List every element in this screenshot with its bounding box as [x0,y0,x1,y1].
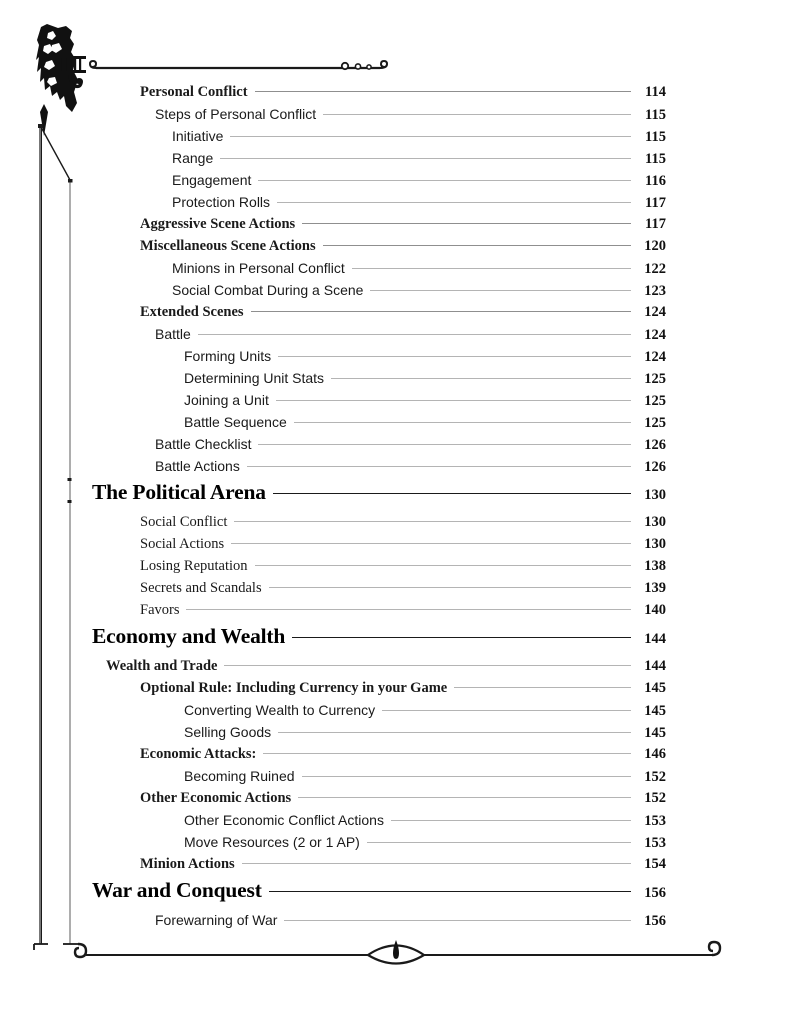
toc-entry[interactable] [0,702,791,724]
toc-leader-line [224,665,631,666]
toc-leader-line [294,422,631,423]
toc-leader-line [278,732,631,733]
toc-entry-title: War and Conquest [92,878,262,902]
toc-entry-page-number: 140 [644,602,666,618]
toc-entry-page-number: 124 [644,327,666,343]
toc-entry[interactable] [0,878,791,912]
toc-entry-page-number: 122 [644,261,666,277]
toc-entry-title: Range [172,150,214,166]
toc-entry[interactable] [0,172,791,194]
toc-leader-line [258,180,631,181]
bottom-left-corner-ornament [34,944,86,957]
toc-entry[interactable] [0,514,791,536]
toc-leader-line [367,842,631,843]
toc-leader-line [258,444,631,445]
toc-leader-line [255,565,631,566]
toc-entry-page-number: 115 [645,107,666,123]
toc-leader-line [263,753,631,754]
toc-entry[interactable] [0,304,791,326]
toc-entry[interactable] [0,558,791,580]
toc-entry-title: Battle [155,326,191,342]
toc-entry-page-number: 115 [645,129,666,145]
toc-entry[interactable] [0,326,791,348]
toc-entry-title: Social Actions [140,536,225,552]
toc-entry-title: Battle Checklist [155,436,252,452]
toc-entry[interactable] [0,458,791,480]
toc-leader-line [391,820,631,821]
toc-entry[interactable] [0,602,791,624]
toc-leader-line [277,202,631,203]
toc-entry-page-number: 126 [644,437,666,453]
toc-leader-line [323,245,631,246]
toc-leader-line [323,114,631,115]
toc-entry[interactable] [0,348,791,370]
table-of-contents [0,84,791,934]
toc-entry-page-number: 117 [645,195,666,211]
toc-leader-line [247,466,631,467]
toc-entry[interactable] [0,370,791,392]
toc-leader-line [242,863,631,864]
toc-entry-page-number: 156 [644,885,666,901]
toc-leader-line [352,268,631,269]
toc-entry[interactable] [0,856,791,878]
toc-entry-page-number: 138 [644,558,666,574]
toc-entry-page-number: 144 [644,658,666,674]
toc-entry[interactable] [0,536,791,558]
toc-entry-title: Joining a Unit [184,392,269,408]
toc-leader-line [454,687,631,688]
toc-entry-page-number: 153 [644,835,666,851]
toc-leader-line [370,290,631,291]
toc-leader-line [382,710,631,711]
toc-entry[interactable] [0,834,791,856]
toc-entry-title: Protection Rolls [172,194,271,210]
toc-entry-page-number: 125 [644,371,666,387]
toc-leader-line [276,400,631,401]
toc-entry[interactable] [0,414,791,436]
toc-entry[interactable] [0,480,791,514]
toc-entry[interactable] [0,84,791,106]
toc-entry-title: Minion Actions [140,856,235,872]
toc-entry-title: Battle Actions [155,458,240,474]
toc-entry[interactable] [0,150,791,172]
toc-entry-page-number: 146 [644,746,666,762]
toc-leader-line [278,356,631,357]
toc-entry[interactable] [0,106,791,128]
toc-leader-line [198,334,631,335]
toc-leader-line [284,920,631,921]
toc-entry-page-number: 117 [645,216,666,232]
toc-entry[interactable] [0,746,791,768]
toc-leader-line [302,223,631,224]
toc-entry-page-number: 153 [644,813,666,829]
toc-entry-page-number: 116 [645,173,666,189]
toc-entry-title: Other Economic Actions [140,790,292,806]
toc-entry-title: Wealth and Trade [106,658,218,674]
toc-entry[interactable] [0,238,791,260]
toc-entry-page-number: 124 [644,349,666,365]
toc-entry-title: Miscellaneous Scene Actions [140,238,316,254]
toc-entry-page-number: 130 [644,487,666,503]
toc-entry[interactable] [0,128,791,150]
toc-leader-line [292,637,631,638]
toc-entry-title: Converting Wealth to Currency [184,702,376,718]
toc-entry-title: Social Combat During a Scene [172,282,364,298]
toc-entry[interactable] [0,216,791,238]
bottom-rule-ornament [86,940,720,964]
toc-entry[interactable] [0,624,791,658]
toc-entry-page-number: 156 [644,913,666,929]
toc-entry-title: Forming Units [184,348,272,364]
toc-entry-page-number: 120 [644,238,666,254]
toc-leader-line [186,609,631,610]
toc-entry[interactable] [0,680,791,702]
toc-entry-page-number: 125 [644,393,666,409]
toc-entry-title: Forewarning of War [155,912,278,928]
toc-entry[interactable] [0,724,791,746]
toc-entry-page-number: 144 [644,631,666,647]
toc-entry-title: Aggressive Scene Actions [140,216,296,232]
toc-entry-title: Selling Goods [184,724,272,740]
toc-entry[interactable] [0,282,791,304]
toc-entry-page-number: 123 [644,283,666,299]
toc-entry[interactable] [0,194,791,216]
toc-entry-page-number: 125 [644,415,666,431]
toc-entry-title: Determining Unit Stats [184,370,325,386]
toc-entry[interactable] [0,790,791,812]
toc-entry-page-number: 130 [644,514,666,530]
toc-entry-page-number: 145 [644,725,666,741]
toc-entry-title: Economy and Wealth [92,624,286,648]
toc-entry-title: Optional Rule: Including Currency in your Game [140,680,448,696]
toc-entry[interactable] [0,658,791,680]
toc-entry-title: Move Resources (2 or 1 AP) [184,834,360,850]
toc-entry-page-number: 152 [644,790,666,806]
toc-entry-title: Battle Sequence [184,414,287,430]
toc-leader-line [331,378,631,379]
toc-entry[interactable] [0,912,791,934]
toc-entry-title: Losing Reputation [140,558,248,574]
toc-leader-line [251,311,631,312]
toc-entry-page-number: 124 [644,304,666,320]
toc-entry-page-number: 154 [644,856,666,872]
toc-leader-line [273,493,631,494]
toc-leader-line [269,891,631,892]
toc-entry-title: Engagement [172,172,252,188]
toc-entry-title: Social Conflict [140,514,228,530]
toc-entry-title: Minions in Personal Conflict [172,260,345,276]
toc-leader-line [234,521,631,522]
toc-entry-title: Becoming Ruined [184,768,295,784]
toc-entry[interactable] [0,768,791,790]
toc-entry[interactable] [0,580,791,602]
toc-leader-line [302,776,631,777]
toc-entry-page-number: 145 [644,680,666,696]
toc-entry-page-number: 130 [644,536,666,552]
toc-entry[interactable] [0,812,791,834]
toc-entry[interactable] [0,260,791,282]
toc-entry-title: Other Economic Conflict Actions [184,812,384,828]
toc-leader-line [231,543,631,544]
toc-leader-line [220,158,631,159]
toc-entry-page-number: 145 [644,703,666,719]
toc-entry-page-number: 115 [645,151,666,167]
toc-entry-title: Steps of Personal Conflict [155,106,317,122]
toc-leader-line [269,587,631,588]
toc-entry-title: Economic Attacks: [140,746,257,762]
toc-entry-title: Secrets and Scandals [140,580,262,596]
toc-entry-page-number: 152 [644,769,666,785]
toc-leader-line [230,136,631,137]
toc-entry-title: Initiative [172,128,224,144]
toc-entry-title: The Political Arena [92,480,266,504]
toc-entry-page-number: 126 [644,459,666,475]
toc-entry[interactable] [0,436,791,458]
toc-entry-page-number: 139 [644,580,666,596]
toc-entry-page-number: 114 [645,84,666,100]
top-rule-ornament [90,61,387,69]
toc-entry[interactable] [0,392,791,414]
toc-entry-title: Extended Scenes [140,304,244,320]
toc-leader-line [255,91,631,92]
toc-leader-line [298,797,631,798]
toc-entry-title: Personal Conflict [140,84,248,100]
toc-entry-title: Favors [140,602,180,618]
